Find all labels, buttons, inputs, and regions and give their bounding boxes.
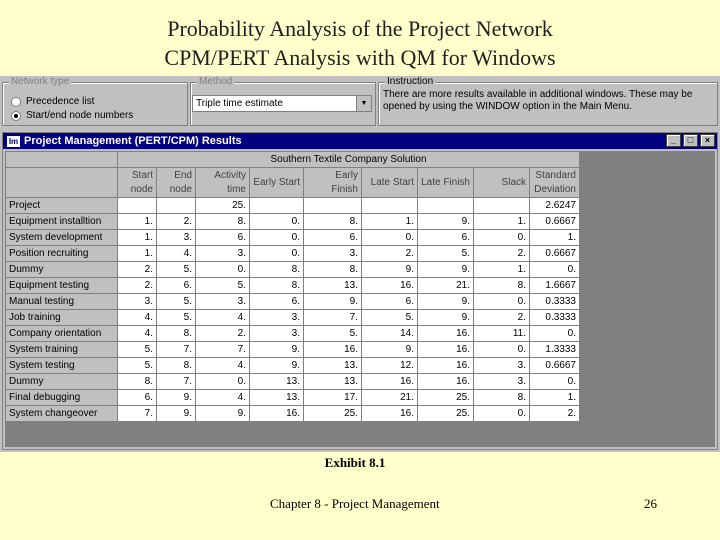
table-cell[interactable]: 0.6667 xyxy=(530,214,580,230)
table-cell[interactable]: 9. xyxy=(418,214,474,230)
row-name: Manual testing xyxy=(6,294,118,310)
table-cell[interactable]: 16. xyxy=(304,342,362,358)
table-cell[interactable]: 0. xyxy=(250,230,304,246)
table-cell[interactable]: 5. xyxy=(157,294,196,310)
method-select[interactable] xyxy=(192,95,372,112)
table-cell[interactable]: 1. xyxy=(118,214,157,230)
table-cell[interactable]: 3. xyxy=(250,310,304,326)
table-cell[interactable]: 9. xyxy=(250,358,304,374)
row-name: System testing xyxy=(6,358,118,374)
table-cell[interactable]: 0. xyxy=(250,214,304,230)
row-name: Equipment installtion xyxy=(6,214,118,230)
table-row xyxy=(6,326,580,342)
table-cell[interactable]: 1. xyxy=(118,230,157,246)
table-cell[interactable]: 6. xyxy=(362,294,418,310)
table-cell[interactable]: 8. xyxy=(474,390,530,406)
row-name: Dummy xyxy=(6,374,118,390)
table-cell[interactable]: 17. xyxy=(304,390,362,406)
table-cell[interactable]: 11. xyxy=(474,326,530,342)
table-cell[interactable]: 0. xyxy=(474,406,530,422)
table-cell[interactable]: 16. xyxy=(418,326,474,342)
table-cell[interactable]: 21. xyxy=(362,390,418,406)
table-cell[interactable]: 5. xyxy=(118,342,157,358)
table-row xyxy=(6,406,580,422)
column-header: Late Start xyxy=(362,168,418,198)
table-cell[interactable]: 5. xyxy=(157,310,196,326)
column-header: Start node xyxy=(118,168,157,198)
table-row xyxy=(6,214,580,230)
table-cell[interactable]: 9. xyxy=(157,390,196,406)
table-cell[interactable]: 3. xyxy=(304,246,362,262)
table-cell[interactable]: 12. xyxy=(362,358,418,374)
table-cell[interactable]: 1. xyxy=(474,214,530,230)
table-cell[interactable]: 6. xyxy=(157,278,196,294)
table-cell[interactable]: 5. xyxy=(118,358,157,374)
table-cell[interactable]: 1. xyxy=(474,262,530,278)
column-header: Early Finish xyxy=(304,168,362,198)
table-cell[interactable]: 2. xyxy=(118,262,157,278)
table-cell[interactable]: 0. xyxy=(474,294,530,310)
table-cell[interactable]: 5. xyxy=(362,310,418,326)
row-name: Position recruiting xyxy=(6,246,118,262)
table-cell[interactable]: 13. xyxy=(250,374,304,390)
table-cell[interactable]: 1.3333 xyxy=(530,342,580,358)
radio-precedence-label: Precedence list xyxy=(26,96,95,107)
table-cell[interactable] xyxy=(304,198,362,214)
table-cell[interactable]: 9. xyxy=(418,262,474,278)
table-row xyxy=(6,358,580,374)
table-cell[interactable]: 6. xyxy=(304,230,362,246)
table-cell[interactable] xyxy=(418,198,474,214)
table-cell[interactable]: 16. xyxy=(362,406,418,422)
table-cell[interactable] xyxy=(118,198,157,214)
table-row xyxy=(6,230,580,246)
table-cell[interactable]: 2.6247 xyxy=(530,198,580,214)
table-cell[interactable]: 9. xyxy=(304,294,362,310)
maximize-button[interactable]: □ xyxy=(683,134,698,147)
table-row xyxy=(6,294,580,310)
table-cell[interactable] xyxy=(157,198,196,214)
table-cell[interactable]: 9. xyxy=(196,406,250,422)
radio-precedence-row[interactable] xyxy=(11,96,94,108)
table-cell[interactable]: 3. xyxy=(250,326,304,342)
results-table xyxy=(5,151,580,422)
table-cell[interactable]: 9. xyxy=(418,310,474,326)
table-cell[interactable]: 2. xyxy=(362,246,418,262)
table-cell[interactable]: 25. xyxy=(418,390,474,406)
table-cell[interactable]: 8. xyxy=(250,262,304,278)
table-cell[interactable]: 9. xyxy=(362,262,418,278)
row-name: System development xyxy=(6,230,118,246)
instruction-label: Instruction xyxy=(387,76,434,87)
chevron-down-icon[interactable]: ▼ xyxy=(356,96,371,111)
table-cell[interactable]: 5. xyxy=(418,246,474,262)
chapter-label: Chapter 8 - Project Management xyxy=(270,496,440,511)
app-icon: Im xyxy=(8,136,19,146)
instruction-group xyxy=(378,76,718,126)
table-cell[interactable]: 4. xyxy=(196,358,250,374)
radio-startend-row[interactable] xyxy=(11,110,133,122)
row-name: Equipment testing xyxy=(6,278,118,294)
slide-title xyxy=(0,14,720,72)
table-cell[interactable]: 3. xyxy=(118,294,157,310)
table-cell[interactable]: 0.6667 xyxy=(530,246,580,262)
row-name: System training xyxy=(6,342,118,358)
table-cell[interactable]: 2. xyxy=(196,326,250,342)
exhibit-label: Exhibit 8.1 xyxy=(324,455,386,470)
table-caption: Southern Textile Company Solution xyxy=(118,152,580,168)
table-cell[interactable]: 13. xyxy=(304,358,362,374)
row-name: Final debugging xyxy=(6,390,118,406)
table-cell[interactable]: 5. xyxy=(304,326,362,342)
radio-precedence[interactable] xyxy=(11,97,21,107)
table-cell[interactable]: 4. xyxy=(157,246,196,262)
table-cell[interactable]: 0. xyxy=(530,374,580,390)
table-cell[interactable]: 5. xyxy=(157,262,196,278)
table-cell[interactable]: 8. xyxy=(118,374,157,390)
results-grid-area xyxy=(5,151,715,447)
table-cell[interactable]: 13. xyxy=(250,390,304,406)
table-cell[interactable]: 21. xyxy=(418,278,474,294)
table-cell[interactable]: 0. xyxy=(530,326,580,342)
table-cell[interactable]: 16. xyxy=(418,374,474,390)
table-cell[interactable]: 0. xyxy=(250,246,304,262)
table-cell[interactable]: 14. xyxy=(362,326,418,342)
column-header: Activity time xyxy=(196,168,250,198)
slide-title-line1: Probability Analysis of the Project Network xyxy=(167,16,553,41)
table-cell[interactable]: 2. xyxy=(474,310,530,326)
column-header: Early Start xyxy=(250,168,304,198)
table-row xyxy=(6,246,580,262)
table-row xyxy=(6,262,580,278)
table-cell[interactable]: 9. xyxy=(250,342,304,358)
page-number: 26 xyxy=(644,496,657,511)
table-cell[interactable]: 8. xyxy=(196,214,250,230)
close-button[interactable]: × xyxy=(700,134,715,147)
table-cell[interactable]: 6. xyxy=(118,390,157,406)
table-cell[interactable]: 2. xyxy=(474,246,530,262)
results-window-title: Project Management (PERT/CPM) Results xyxy=(24,135,242,147)
table-cell[interactable]: 3. xyxy=(157,230,196,246)
column-header: Slack xyxy=(474,168,530,198)
caption-left-cell xyxy=(6,152,118,168)
table-cell[interactable]: 0. xyxy=(196,374,250,390)
table-cell[interactable]: 13. xyxy=(304,374,362,390)
table-cell[interactable]: 8. xyxy=(304,214,362,230)
column-header: Late Finish xyxy=(418,168,474,198)
table-cell[interactable]: 1. xyxy=(118,246,157,262)
table-cell[interactable]: 6. xyxy=(418,230,474,246)
column-header: End node xyxy=(157,168,196,198)
table-cell[interactable]: 8. xyxy=(157,326,196,342)
table-cell[interactable]: 7. xyxy=(304,310,362,326)
table-cell[interactable]: 8. xyxy=(474,278,530,294)
table-cell[interactable]: 8. xyxy=(157,358,196,374)
table-row xyxy=(6,390,580,406)
table-cell[interactable]: 7. xyxy=(157,374,196,390)
table-cell[interactable]: 13. xyxy=(304,278,362,294)
method-select-value: Triple time estimate xyxy=(196,98,283,109)
qm-application xyxy=(0,76,720,452)
network-type-label: Network type xyxy=(11,76,70,87)
corner-cell xyxy=(6,168,118,198)
table-cell[interactable]: 4. xyxy=(118,326,157,342)
table-cell[interactable]: 6. xyxy=(196,230,250,246)
table-cell[interactable]: 25. xyxy=(418,406,474,422)
table-cell[interactable]: 16. xyxy=(250,406,304,422)
table-cell[interactable]: 3. xyxy=(196,246,250,262)
table-cell[interactable]: 4. xyxy=(118,310,157,326)
table-row xyxy=(6,198,580,214)
table-cell[interactable]: 0. xyxy=(530,262,580,278)
table-cell[interactable]: 0.3333 xyxy=(530,294,580,310)
table-cell[interactable]: 0. xyxy=(196,262,250,278)
table-row xyxy=(6,310,580,326)
table-cell[interactable]: 7. xyxy=(157,342,196,358)
table-cell[interactable]: 8. xyxy=(304,262,362,278)
row-name: Company orientation xyxy=(6,326,118,342)
network-type-group xyxy=(2,76,188,126)
table-cell[interactable]: 16. xyxy=(362,278,418,294)
radio-startend-label: Start/end node numbers xyxy=(26,110,134,121)
table-cell[interactable] xyxy=(250,198,304,214)
table-row xyxy=(6,278,580,294)
table-row xyxy=(6,374,580,390)
table-cell[interactable]: 16. xyxy=(418,342,474,358)
table-cell[interactable]: 6. xyxy=(250,294,304,310)
row-name: Job training xyxy=(6,310,118,326)
table-cell[interactable]: 9. xyxy=(362,342,418,358)
table-cell[interactable]: 7. xyxy=(118,406,157,422)
window-buttons xyxy=(666,134,715,147)
header-row xyxy=(6,168,580,198)
table-cell[interactable]: 4. xyxy=(196,310,250,326)
table-cell[interactable]: 5. xyxy=(196,278,250,294)
column-header: Standard Deviation xyxy=(530,168,580,198)
slide-title-line2: CPM/PERT Analysis with QM for Windows xyxy=(164,45,556,70)
table-cell[interactable]: 0. xyxy=(474,342,530,358)
instruction-text: There are more results available in additional windows. These may be opened by using the WINDOW option in the Main Menu. xyxy=(383,89,693,112)
table-cell[interactable]: 1.6667 xyxy=(530,278,580,294)
table-cell[interactable]: 3. xyxy=(474,358,530,374)
table-cell[interactable]: 0.3333 xyxy=(530,310,580,326)
table-cell[interactable] xyxy=(474,198,530,214)
table-cell[interactable]: 25. xyxy=(196,198,250,214)
table-cell[interactable]: 2. xyxy=(157,214,196,230)
table-cell[interactable]: 1. xyxy=(530,230,580,246)
method-label: Method xyxy=(199,76,233,87)
table-cell[interactable]: 25. xyxy=(304,406,362,422)
row-name: Project xyxy=(6,198,118,214)
table-row xyxy=(6,342,580,358)
table-cell[interactable]: 1. xyxy=(362,214,418,230)
table-cell[interactable]: 9. xyxy=(157,406,196,422)
table-cell[interactable]: 4. xyxy=(196,390,250,406)
table-cell[interactable]: 3. xyxy=(474,374,530,390)
table-cell[interactable]: 8. xyxy=(250,278,304,294)
table-cell[interactable] xyxy=(362,198,418,214)
table-cell[interactable]: 0. xyxy=(474,230,530,246)
table-cell[interactable]: 3. xyxy=(196,294,250,310)
minimize-button[interactable]: _ xyxy=(666,134,681,147)
table-cell[interactable]: 1. xyxy=(530,390,580,406)
table-cell[interactable]: 0.6667 xyxy=(530,358,580,374)
table-cell[interactable]: 7. xyxy=(196,342,250,358)
row-name: System changeover xyxy=(6,406,118,422)
table-cell[interactable]: 2. xyxy=(530,406,580,422)
radio-startend[interactable] xyxy=(11,111,21,121)
table-cell[interactable]: 2. xyxy=(118,278,157,294)
results-titlebar[interactable] xyxy=(3,133,717,149)
table-cell[interactable]: 16. xyxy=(362,374,418,390)
table-cell[interactable]: 0. xyxy=(362,230,418,246)
results-window xyxy=(2,132,718,450)
table-cell[interactable]: 16. xyxy=(418,358,474,374)
row-name: Dummy xyxy=(6,262,118,278)
table-cell[interactable]: 9. xyxy=(418,294,474,310)
